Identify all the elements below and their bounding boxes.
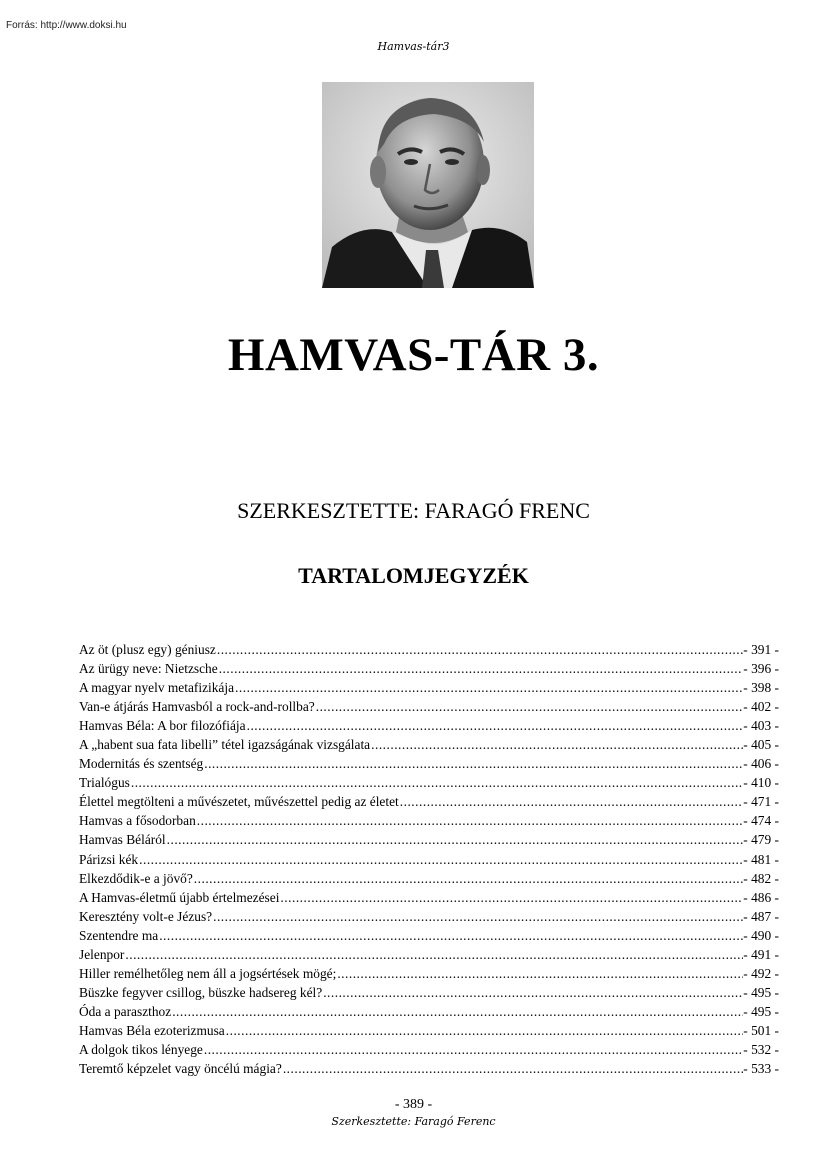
toc-heading: TARTALOMJEGYZÉK (298, 563, 529, 588)
toc-entry-title: Van-e átjárás Hamvasból a rock-and-rollba? (79, 699, 315, 715)
toc-entry (79, 907, 779, 926)
toc-entry-page: - 490 - (743, 927, 779, 943)
toc-leader-dots (197, 811, 744, 830)
toc-entry-page: - 491 - (743, 946, 779, 962)
toc-entry-page: - 532 - (743, 1041, 779, 1057)
toc-entry-page: - 474 - (743, 813, 779, 829)
toc-entry (79, 888, 779, 907)
toc-leader-dots (283, 1059, 743, 1078)
editor-line: SZERKESZTETTE: FARAGÓ FRENC (237, 498, 590, 523)
toc-leader-dots (247, 716, 744, 735)
toc-entry (79, 869, 779, 888)
toc-leader-dots (139, 850, 743, 869)
toc-entry-title: Büszke fegyver csillog, büszke hadsereg kél? (79, 984, 323, 1000)
page-number: - 389 - (394, 1097, 433, 1112)
portrait-photo (322, 82, 534, 288)
toc-entry-page: - 403 - (743, 718, 779, 734)
toc-entry-page: - 492 - (743, 965, 779, 981)
toc-entry (79, 659, 779, 678)
toc-entry-title: Hamvas Béla: A bor filozófiája (79, 718, 246, 734)
toc-entry-page: - 482 - (743, 870, 779, 886)
toc-entry-page: - 501 - (743, 1022, 779, 1038)
toc-leader-dots (371, 735, 743, 754)
toc-entry (79, 716, 779, 735)
toc-entry-page: - 410 - (743, 775, 779, 791)
toc-entry-page: - 495 - (743, 984, 779, 1000)
toc-entry-title: Az ürügy neve: Nietzsche (79, 661, 218, 677)
toc-leader-dots (125, 945, 743, 964)
toc-entry-title: Élettel megtölteni a művészetet, művészettel pedig az életet (79, 794, 399, 810)
running-footer: Szerkesztette: Faragó Ferenc (331, 1115, 496, 1128)
toc-entry-title: Szentendre ma (79, 927, 159, 943)
toc-entry-page: - 406 - (743, 756, 779, 772)
toc-entry (79, 926, 779, 945)
toc-entry-title: Keresztény volt-e Jézus? (79, 908, 213, 924)
toc-entry-page: - 486 - (743, 889, 779, 905)
toc-leader-dots (400, 792, 744, 811)
toc-leader-dots (213, 907, 743, 926)
running-header: Hamvas-tár3 (377, 40, 450, 53)
toc-entry-title: Elkezdődik-e a jövő? (79, 870, 193, 886)
toc-entry (79, 697, 779, 716)
toc-entry (79, 1021, 779, 1040)
toc-entry (79, 735, 779, 754)
toc-entry-page: - 396 - (743, 661, 779, 677)
toc-entry-title: Modernitás és szentség (79, 756, 204, 772)
toc-entry (79, 945, 779, 964)
toc-entry-page: - 391 - (743, 642, 779, 657)
toc-entry (79, 983, 779, 1002)
toc-leader-dots (159, 926, 743, 945)
toc-entry-page: - 533 - (743, 1061, 779, 1077)
toc-entry-title: Párizsi kék (79, 851, 139, 867)
toc-leader-dots (194, 869, 744, 888)
toc-entry-page: - 402 - (743, 699, 779, 715)
toc-entry-title: Jelenpor (79, 946, 125, 962)
toc-entry-title: Trialógus (79, 775, 130, 791)
toc-leader-dots (316, 697, 744, 716)
toc-entry-title: A Hamvas-életmű újabb értelmezései (79, 889, 280, 905)
toc-entry-title: A magyar nyelv metafizikája (79, 680, 235, 696)
toc-entry-title: A „habent sua fata libelli” tétel igazságának vizsgálata (79, 737, 371, 753)
toc-entry (79, 811, 779, 830)
toc-entry-title: A dolgok tikos lényege (79, 1041, 203, 1057)
toc-entry-page: - 495 - (743, 1003, 779, 1019)
toc-entry-page: - 487 - (743, 908, 779, 924)
toc-leader-dots (217, 640, 743, 659)
toc-leader-dots (219, 659, 744, 678)
table-of-contents (79, 640, 779, 1078)
toc-entry-page: - 481 - (743, 851, 779, 867)
toc-entry-page: - 398 - (743, 680, 779, 696)
toc-entry (79, 773, 779, 792)
toc-leader-dots (131, 773, 743, 792)
toc-leader-dots (172, 1002, 743, 1021)
toc-entry-page: - 471 - (743, 794, 779, 810)
toc-entry (79, 754, 779, 773)
toc-entry (79, 1059, 779, 1078)
toc-entry (79, 640, 779, 659)
toc-entry (79, 1040, 779, 1059)
toc-leader-dots (204, 1040, 743, 1059)
toc-entry-title: Óda a paraszthoz (79, 1003, 172, 1019)
toc-entry-title: Hamvas Béla ezoterizmusa (79, 1022, 225, 1038)
toc-leader-dots (280, 888, 743, 907)
document-title: HAMVAS-TÁR 3. (227, 329, 600, 381)
toc-leader-dots (235, 678, 743, 697)
toc-leader-dots (167, 830, 744, 849)
toc-leader-dots (204, 754, 743, 773)
toc-leader-dots (323, 983, 743, 1002)
toc-entry (79, 1002, 779, 1021)
toc-entry (79, 964, 779, 983)
toc-entry-page: - 405 - (743, 737, 779, 753)
toc-entry-title: Hiller remélhetőleg nem áll a jogsértések mögé; (79, 965, 337, 981)
toc-entry-title: Teremtő képzelet vagy öncélú mágia? (79, 1061, 282, 1077)
toc-entry-page: - 479 - (743, 832, 779, 848)
toc-entry (79, 792, 779, 811)
toc-leader-dots (226, 1021, 744, 1040)
toc-entry-title: Hamvas a fősodorban (79, 813, 196, 829)
toc-entry (79, 678, 779, 697)
toc-entry-title: Az öt (plusz egy) géniusz (79, 642, 216, 657)
toc-leader-dots (337, 964, 743, 983)
source-note: Forrás: http://www.doksi.hu (6, 20, 127, 31)
toc-entry (79, 850, 779, 869)
toc-entry-title: Hamvas Béláról (79, 832, 166, 848)
toc-entry (79, 830, 779, 849)
